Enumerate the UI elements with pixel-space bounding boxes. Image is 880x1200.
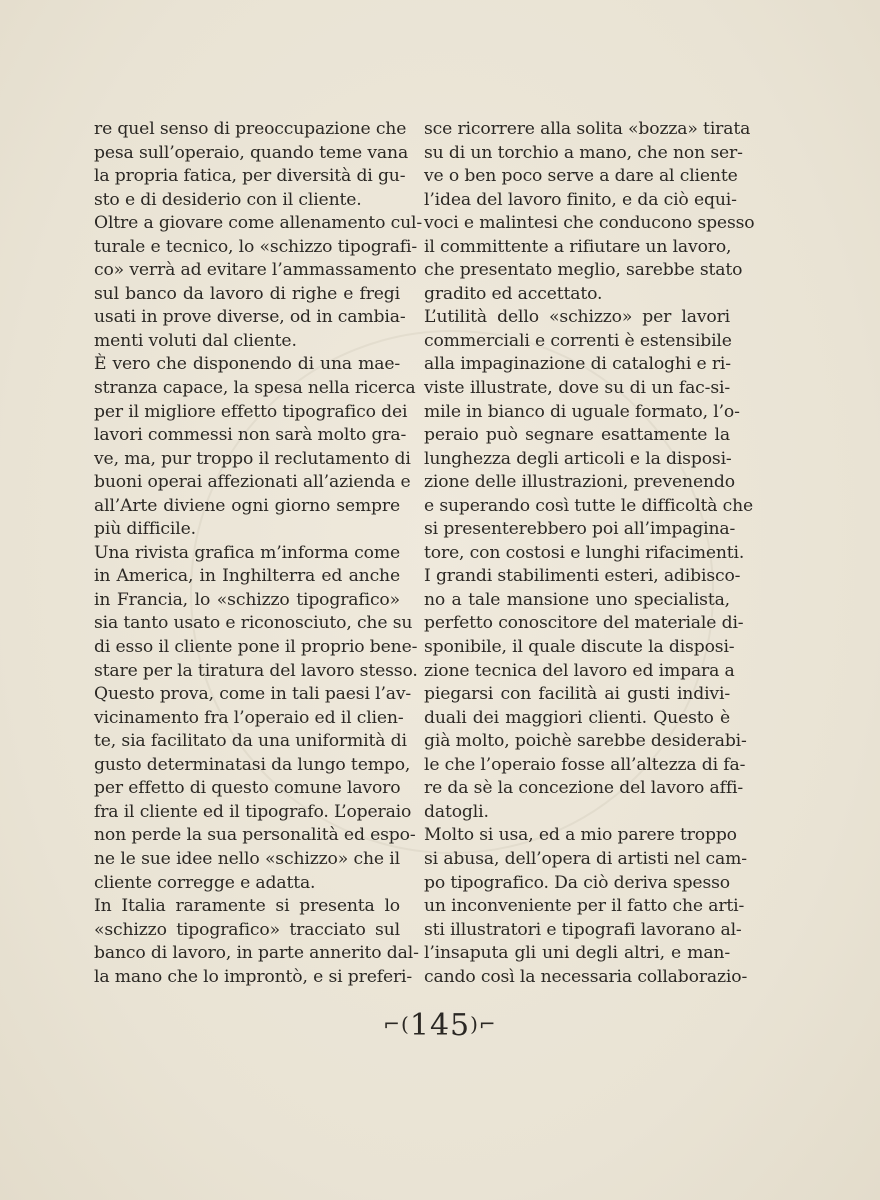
text-line: duali dei maggiori clienti. Questo è (424, 707, 730, 728)
text-line: che presentato meglio, sarebbe stato (424, 260, 743, 281)
text-line: il committente a rifiutare un lavoro, (424, 236, 732, 257)
text-line: l’idea del lavoro finito, e da ciò equi- (424, 189, 737, 210)
text-line: sul banco da lavoro di righe e fregi (94, 283, 400, 304)
text-line: re quel senso di preoccupazione che (94, 119, 407, 139)
text-line: ve o ben poco serve a dare al cliente (424, 166, 738, 187)
text-line: menti voluti dal cliente. (94, 330, 297, 351)
text-line: Questo prova, come in tali paesi l’av- (94, 684, 412, 705)
text-line: le che l’operaio fosse all’altezza di fa- (424, 754, 746, 775)
text-line: pesa sull’operaio, quando teme vana (94, 142, 409, 163)
text-line: perfetto conoscitore del materiale di- (424, 613, 744, 634)
text-line: cando così la necessaria collaborazio- (424, 966, 748, 987)
text-line: zione tecnica del lavoro ed impara a (424, 660, 735, 681)
text-line: L’utilità dello «schizzo» per lavori (424, 307, 730, 328)
text-line: su di un torchio a mano, che non ser- (424, 142, 743, 163)
text-line: voci e malintesi che conducono spesso (424, 213, 755, 234)
text-line: ne le sue idee nello «schizzo» che il (94, 848, 400, 869)
text-line: banco di lavoro, in parte annerito dal- (94, 943, 419, 964)
text-line: si abusa, dell’opera di artisti nel cam- (424, 848, 747, 869)
text-line: fra il cliente ed il tipografo. L’operaio (94, 801, 412, 822)
text-line: buoni operai affezionati all’azienda e (94, 472, 411, 493)
text-line: no a tale mansione uno specialista, (424, 589, 730, 610)
text-line: viste illustrate, dove su di un fac-si- (424, 378, 730, 399)
text-line: gusto determinatasi da lungo tempo, (94, 754, 411, 775)
text-line: piegarsi con facilità ai gusti indivi- (424, 684, 730, 705)
text-line: Una rivista grafica m’informa come (94, 542, 400, 563)
text-line: non perde la sua personalità ed espo- (94, 825, 416, 846)
text-line: zione delle illustrazioni, prevenendo (424, 472, 735, 493)
text-line: sti illustratori e tipografi lavorano al- (424, 919, 742, 940)
text-line: alla impaginazione di cataloghi e ri- (424, 354, 731, 375)
text-line: stare per la tiratura del lavoro stesso. (94, 660, 418, 681)
text-line: I grandi stabilimenti esteri, adibisco- (424, 566, 741, 587)
text-line: re da sè la concezione del lavoro affi- (424, 778, 744, 799)
text-line: vicinamento fra l’operaio ed il clien- (94, 707, 404, 728)
text-line: usati in prove diverse, od in cambia- (94, 307, 406, 328)
right-text-column (424, 118, 755, 989)
text-line: Molto si usa, ed a mio parere troppo (424, 825, 737, 846)
text-line: po tipografico. Da ciò deriva spesso (424, 872, 730, 893)
text-line: la propria fatica, per diversità di gu- (94, 166, 406, 187)
page-number-ornament-left: ⌐( (383, 1012, 410, 1036)
text-line: per effetto di questo comune lavoro (94, 778, 401, 799)
left-text-column (94, 118, 423, 989)
text-line: all’Arte diviene ogni giorno sempre (94, 495, 400, 516)
text-line: mile in bianco di uguale formato, l’o- (424, 401, 740, 422)
text-line: lunghezza degli articoli e la disposi- (424, 448, 732, 469)
text-line: tore, con costosi e lunghi rifacimenti. (424, 542, 745, 563)
text-line: co» verrà ad evitare l’ammassamento (94, 260, 417, 281)
text-line: gradito ed accettato. (424, 283, 603, 304)
text-line: ve, ma, pur troppo il reclutamento di (94, 448, 411, 469)
text-line: in Francia, lo «schizzo tipografico» (94, 589, 400, 610)
text-line: sia tanto usato e riconosciuto, che su (94, 613, 413, 634)
text-line: te, sia facilitato da una uniformità di (94, 731, 407, 752)
text-line: sto e di desiderio con il cliente. (94, 189, 362, 210)
page-number-ornament-right: )⌐ (470, 1012, 497, 1036)
text-line: la mano che lo improntò, e si preferi- (94, 966, 413, 987)
text-line: un inconveniente per il fatto che arti- (424, 896, 745, 917)
text-line: sponibile, il quale discute la disposi- (424, 637, 735, 658)
text-line: cliente corregge e adatta. (94, 872, 316, 893)
text-line: e superando così tutte le difficoltà che (424, 495, 754, 516)
text-line: si presenterebbero poi all’impagina- (424, 519, 736, 540)
text-line: È vero che disponendo di una mae- (94, 354, 400, 375)
text-line: l’insaputa gli uni degli altri, e man- (424, 943, 730, 964)
page-number (0, 1008, 880, 1043)
text-line: per il migliore effetto tipografico dei (94, 401, 408, 422)
text-line: peraio può segnare esattamente la (424, 425, 730, 446)
text-line: In Italia raramente si presenta lo (94, 896, 400, 917)
text-line: di esso il cliente pone il proprio bene- (94, 637, 418, 658)
text-line: lavori commessi non sarà molto gra- (94, 425, 407, 446)
text-line: Oltre a giovare come allenamento cul- (94, 213, 423, 234)
text-line: stranza capace, la spesa nella ricerca (94, 378, 416, 399)
text-line: in America, in Inghilterra ed anche (94, 566, 400, 587)
text-line: commerciali e correnti è estensibile (424, 330, 732, 351)
text-line: turale e tecnico, lo «schizzo tipografi- (94, 236, 418, 257)
text-line: più difficile. (94, 519, 196, 540)
text-line: già molto, poichè sarebbe desiderabi- (424, 731, 747, 752)
page-number-value: 145 (409, 1008, 471, 1043)
text-line: «schizzo tipografico» tracciato sul (94, 919, 400, 940)
text-line: datogli. (424, 801, 489, 822)
text-line: sce ricorrere alla solita «bozza» tirata (424, 119, 751, 139)
